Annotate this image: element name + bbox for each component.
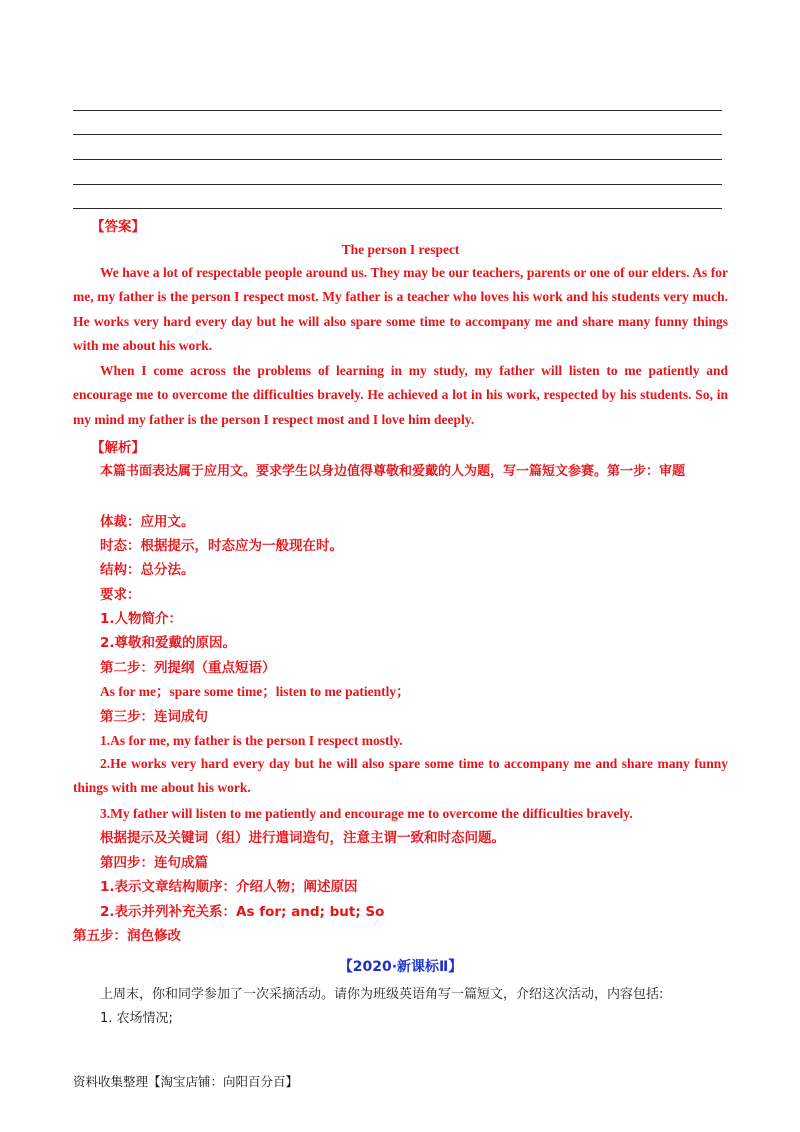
analysis-structure: 结构：总分法。 (100, 562, 195, 578)
analysis-genre: 体裁：应用文。 (100, 514, 195, 530)
analysis-requirement-2: 2.尊敬和爱戴的原因。 (100, 635, 237, 651)
analysis-sentence-1: 1.As for me, my father is the person I respect mostly. (100, 733, 403, 748)
section-title: 【2020·新课标Ⅱ】 (338, 959, 463, 975)
answer-heading: 【答案】 (91, 219, 145, 235)
analysis-step-2: 第二步：列提纲（重点短语） (100, 660, 276, 676)
analysis-step-5: 第五步：润色修改 (73, 928, 181, 944)
writing-line (73, 134, 722, 135)
essay-paragraph-1: We have a lot of respectable people around us. They may be our teachers, parents or one of our elders. As for me, my father is the person I respect most. My father is a teacher who loves his work and his students very much. He works very hard every day but he will also spare some time to accompany me and share many funny things with me about his work. (73, 265, 728, 354)
section-prompt: 上周末，你和同学参加了一次采摘活动。请你为班级英语角写一篇短文，介绍这次活动，内容包括: (100, 987, 664, 1002)
writing-line (73, 110, 722, 111)
analysis-link-1: 1.表示文章结构顺序：介绍人物；阐述原因 (100, 879, 358, 895)
analysis-step-3: 第三步：连词成句 (100, 709, 208, 725)
writing-line (73, 159, 722, 160)
essay-paragraph-2: When I come across the problems of learning in my study, my father will listen to me patiently and encourage me to overcome the difficulties bravely. He achieved a lot in his work, respected by his students. So, in my mind my father is the person I respect most and I love him deeply. (73, 363, 728, 427)
analysis-step-4: 第四步：连句成篇 (100, 855, 208, 871)
writing-line (73, 184, 722, 185)
analysis-key-phrases: As for me；spare some time；listen to me patiently； (100, 684, 410, 699)
analysis-intro: 本篇书面表达属于应用文。要求学生以身边值得尊敬和爱戴的人为题，写一篇短文参赛。第一步：审题 (100, 464, 686, 479)
essay-title: The person I respect (341, 242, 460, 257)
analysis-note: 根据提示及关键词（组）进行遣词造句，注意主谓一致和时态问题。 (100, 830, 505, 846)
analysis-heading: 【解析】 (91, 440, 145, 456)
analysis-link-2: 2.表示并列补充关系：As for; and; but; So (100, 904, 385, 920)
section-item-1: 1. 农场情况; (100, 1011, 173, 1026)
analysis-sentence-3: 3.My father will listen to me patiently and encourage me to overcome the difficulties bravely. (100, 806, 633, 821)
analysis-requirement-1: 1.人物简介： (100, 611, 183, 627)
analysis-tense: 时态：根据提示，时态应为一般现在时。 (100, 538, 343, 554)
analysis-requirements-label: 要求： (100, 587, 141, 603)
writing-line (73, 208, 722, 209)
page-footer: 资料收集整理【淘宝店铺：向阳百分百】 (73, 1074, 299, 1089)
analysis-sentence-2: 2.He works very hard every day but he will also spare some time to accompany me and share many funny things with me about his work. (73, 756, 728, 796)
